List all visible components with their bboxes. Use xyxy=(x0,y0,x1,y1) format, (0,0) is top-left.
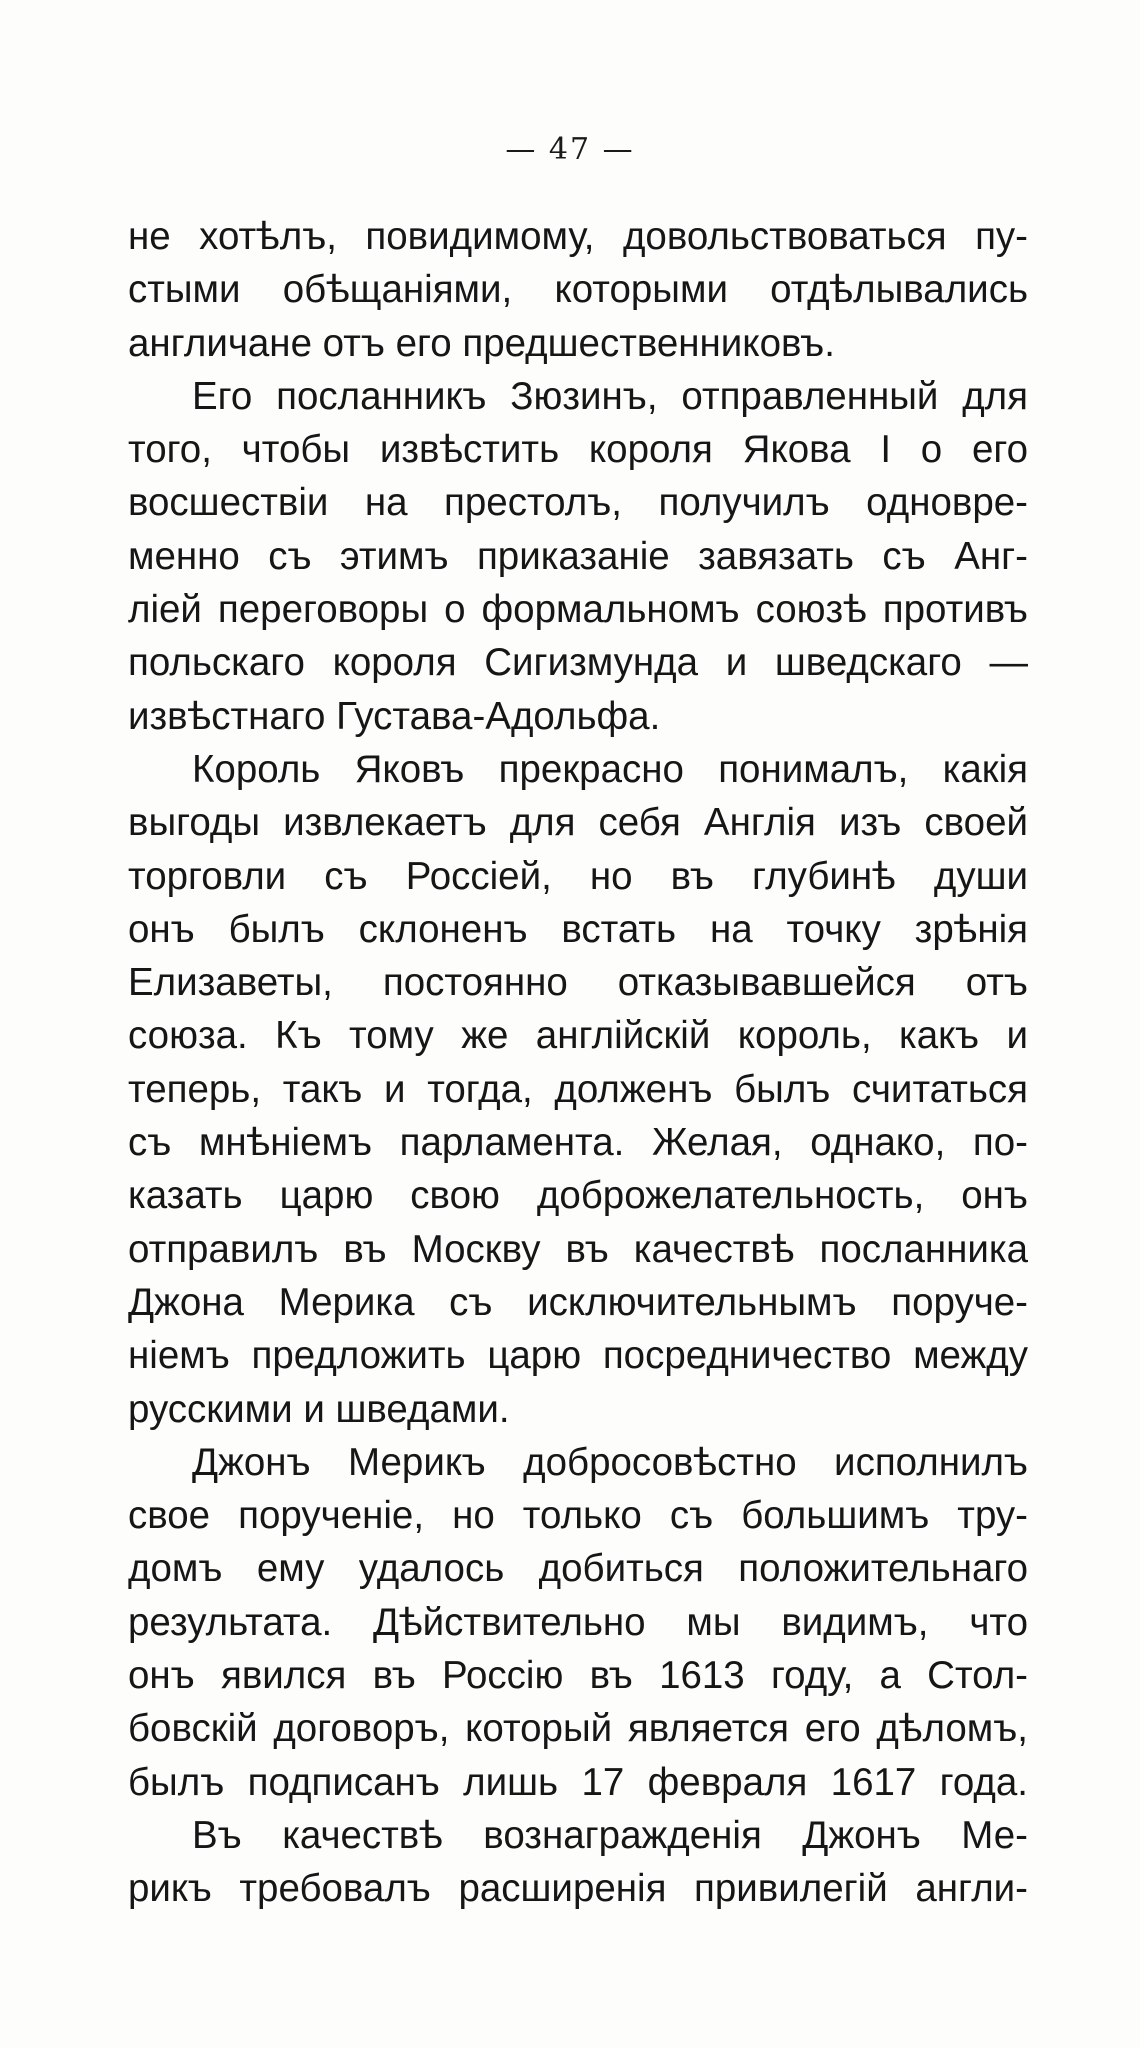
text-line: онъ явился въ Россію въ 1613 году, а Стол- xyxy=(128,1654,1028,1698)
text-line: казать царю свою доброжелательность, онъ xyxy=(128,1174,1028,1218)
paragraph xyxy=(128,1809,1028,1916)
text-line: Елизаветы, постоянно отказывавшейся отъ xyxy=(128,961,1028,1005)
text-line: теперь, такъ и тогда, долженъ былъ считаться xyxy=(128,1067,1028,1111)
text-line: ліей переговоры о формальномъ союзѣ противъ xyxy=(128,588,1028,632)
text-line: менно съ этимъ приказаніе завязать съ Анг- xyxy=(128,534,1028,578)
text-line: бовскій договоръ, который является его дѣломъ, xyxy=(128,1707,1028,1751)
text-line: извѣстнаго Густава-Адольфа. xyxy=(128,694,661,738)
text-line: польскаго короля Сигизмунда и шведскаго — xyxy=(128,641,1028,685)
text-line: результата. Дѣйствительно мы видимъ, что xyxy=(128,1600,1028,1644)
text-line: отправилъ въ Москву въ качествѣ посланника xyxy=(128,1227,1028,1271)
text-line: русскими и шведами. xyxy=(128,1387,510,1431)
text-line: съ мнѣніемъ парламента. Желая, однако, по- xyxy=(128,1121,1028,1165)
text-line: Его посланникъ Зюзинъ, отправленный для xyxy=(192,374,1028,418)
text-line: онъ былъ склоненъ встать на точку зрѣнія xyxy=(128,907,1028,951)
paragraph xyxy=(128,210,1028,370)
text-line: былъ подписанъ лишь 17 февраля 1617 года. xyxy=(128,1760,1028,1804)
text-line: свое порученіе, но только съ большимъ тру- xyxy=(128,1494,1028,1538)
text-line: Въ качествѣ вознагражденія Джонъ Ме- xyxy=(192,1813,1028,1857)
text-line: Джона Мерика съ исключительнымъ поруче- xyxy=(128,1280,1028,1324)
text-line: рикъ требовалъ расширенія привилегій англи- xyxy=(128,1867,1028,1911)
page-number: — 47 — xyxy=(505,132,635,167)
text-line: домъ ему удалось добиться положительнаго xyxy=(128,1547,1028,1591)
text-line: союза. Къ тому же англійскій король, какъ и xyxy=(128,1014,1028,1058)
text-line: не хотѣлъ, повидимому, довольствоваться пу- xyxy=(128,215,1028,258)
text-line: Король Яковъ прекрасно понималъ, какія xyxy=(192,747,1028,791)
text-line: торговли съ Россіей, но въ глубинѣ души xyxy=(128,854,1028,898)
text-line: Джонъ Мерикъ добросовѣстно исполнилъ xyxy=(192,1440,1028,1484)
paragraph xyxy=(128,1436,1028,1809)
text-line: англичане отъ его предшественниковъ. xyxy=(128,321,835,365)
text-line: восшествіи на престолъ, получилъ одновре- xyxy=(128,481,1028,525)
paragraph xyxy=(128,743,1028,1436)
text-line: того, чтобы извѣстить короля Якова I о его xyxy=(128,428,1028,472)
text-line: выгоды извлекаетъ для себя Англія изъ своей xyxy=(128,801,1028,845)
paragraph xyxy=(128,370,1028,743)
body-text xyxy=(128,210,1028,1916)
text-line: ніемъ предложить царю посредничество между xyxy=(128,1334,1028,1378)
text-line: стыми обѣщаніями, которыми отдѣлывались xyxy=(128,268,1028,312)
